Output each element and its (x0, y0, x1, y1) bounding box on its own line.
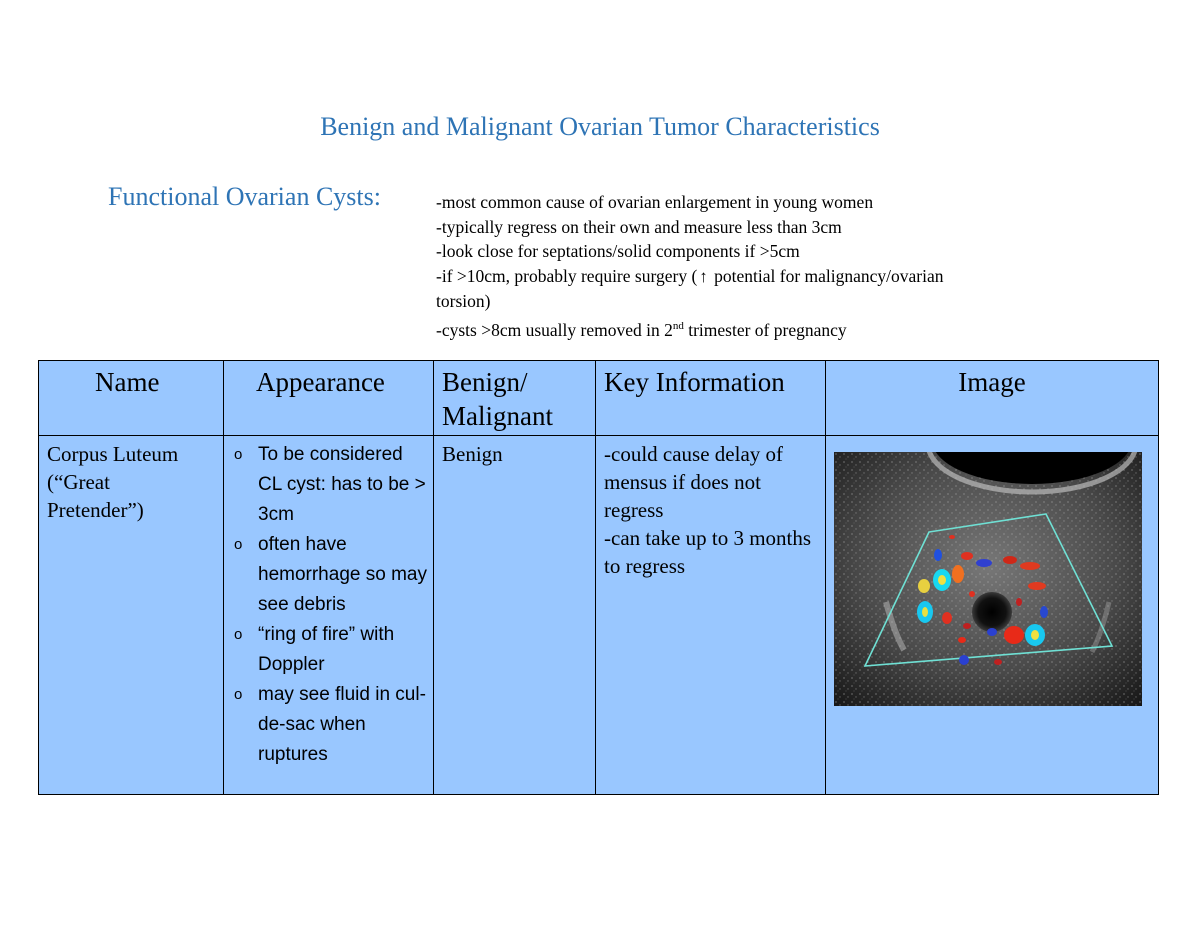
list-item (234, 680, 427, 770)
list-item-text: often have hemorrhage so may see debris (258, 534, 427, 615)
superscript: nd (672, 319, 684, 332)
cell-image (826, 436, 1159, 795)
cell-classification (434, 436, 596, 795)
name-line: (“Great (47, 470, 110, 494)
bullet-icon: o (234, 626, 243, 643)
note-text: trimester of pregnancy (683, 319, 847, 340)
note-line: -typically regress on their own and measure less than 3cm (436, 216, 842, 237)
note-line (436, 264, 1076, 290)
page-title: Benign and Malignant Ovarian Tumor Characteristics (320, 112, 880, 141)
column-header-benign-malignant: Benign/ Malignant (434, 361, 596, 436)
list-item (234, 440, 427, 530)
cell-appearance (224, 436, 434, 795)
list-item-text: “ring of fire” with Doppler (258, 624, 395, 675)
note-line: torsion) (436, 291, 491, 311)
table-row (39, 436, 1159, 795)
bullet-icon: o (234, 536, 243, 553)
note-text: -if >10cm, probably require surgery ( (436, 265, 698, 286)
column-header-name: Name (39, 361, 224, 436)
key-info-line: -could cause delay of mensus if does not regress (604, 442, 784, 522)
note-line: -most common cause of ovarian enlargement in young women (436, 192, 874, 212)
list-item-text: may see fluid in cul-de-sac when ruptures (258, 684, 426, 765)
column-header-image: Image (826, 361, 1159, 436)
up-arrow-icon: ↑ (699, 266, 708, 286)
name-line: Pretender”) (47, 498, 144, 522)
note-text: -cysts >8cm usually removed in 2 (436, 319, 673, 340)
classification-text: Benign (442, 442, 503, 466)
tumor-table (38, 360, 1159, 795)
list-item-text: To be considered CL cyst: has to be > 3cm (258, 444, 426, 525)
note-text: potential for malignancy/ovarian (709, 265, 944, 286)
note-line (436, 314, 1076, 342)
cell-name (39, 436, 224, 795)
bullet-icon: o (234, 686, 243, 703)
cell-key-information (596, 436, 826, 795)
bullet-icon: o (234, 446, 243, 463)
name-line: Corpus Luteum (47, 442, 179, 466)
list-item (234, 530, 427, 620)
ultrasound-doppler-image (834, 452, 1142, 706)
column-header-appearance: Appearance (224, 361, 434, 436)
column-header-key-information: Key Information (596, 361, 826, 436)
functional-cysts-heading: Functional Ovarian Cysts: (108, 182, 381, 211)
note-line: -look close for septations/solid components if >5cm (436, 241, 800, 261)
appearance-list (224, 436, 433, 770)
list-item (234, 620, 427, 680)
functional-cysts-notes (436, 190, 1076, 342)
table-header-row (39, 361, 1159, 436)
key-info-line: -can take up to 3 months to regress (604, 526, 812, 578)
